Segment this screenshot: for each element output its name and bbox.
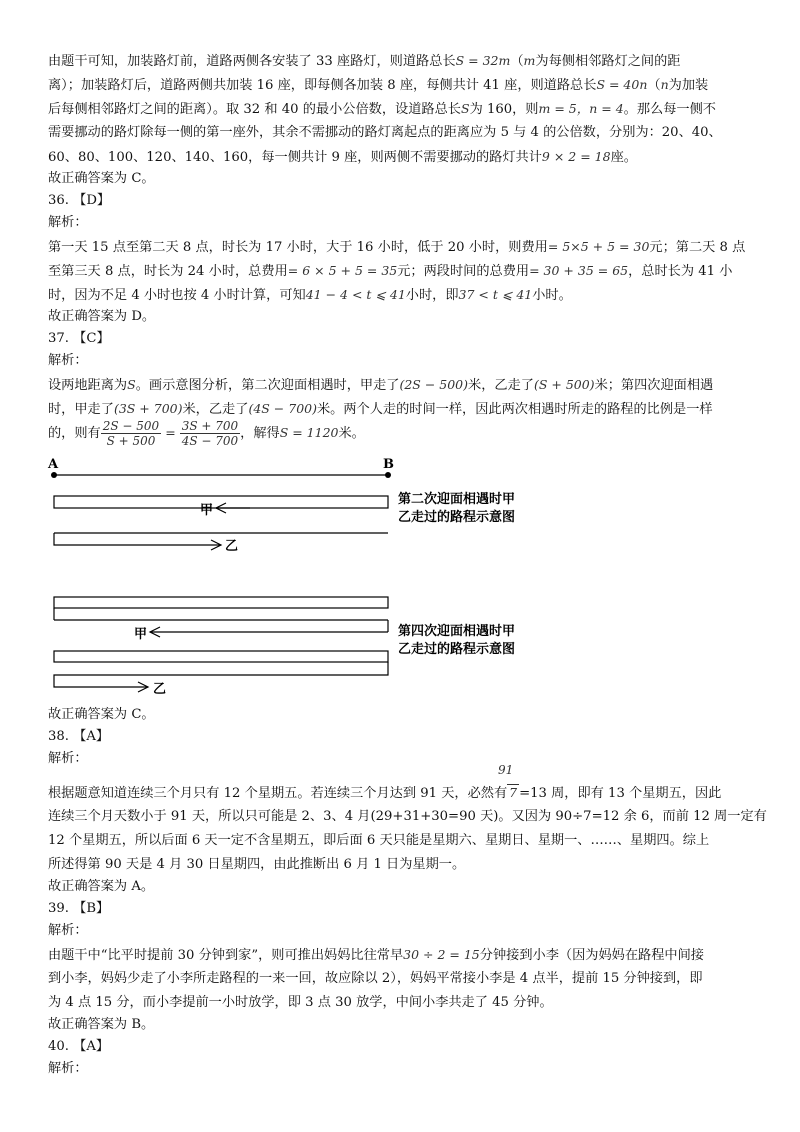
q37-analysis-label: 解析： [48, 353, 88, 368]
fraction-left: $\frac{2S - 500}{S + 500}$ [102, 419, 160, 448]
q40-analysis-label: 解析： [48, 1061, 88, 1076]
jia-path-loop-1 [54, 496, 388, 508]
q38-analysis-label: 解析： [48, 751, 88, 766]
q36-line-2: 至第三天 8 点，时长为 24 小时，总费用= 6 × 5 + 5 = 35元；两段时间的总费用= 30 + 35 = 65，总时长为 41 小 [48, 263, 733, 279]
caption-second-meeting: 第二次迎面相遇时甲 乙走过的路程示意图 [398, 492, 516, 525]
q36-analysis-label: 解析： [48, 215, 88, 230]
q38-line-2: 连续三个月天数小于 91 天，所以只可能是 2、3、4 月(29+31+30=90 天)。又因为 90÷7=12 余 6，而前 12 周一定有 [48, 809, 767, 824]
q35-line-4: 需要挪动的路灯除每一侧的第一座外，其余不需挪动的路灯离起点的距离应为 5 与 4 的公倍数，分别为：20、40、 [48, 125, 722, 140]
q37-line-1: 设两地距离为S。画示意图分析，第二次迎面相遇时，甲走了(2S − 500)米，乙走了(S + 500)米；第四次迎面相遇 [48, 377, 714, 393]
q37-line-3: 的，则有 $\frac{2S - 500}{S + 500}$ = $\frac{3S + 700}{4S - 700}$ ，解得S = 1120米。 [48, 419, 365, 448]
q38-answer: 故正确答案为 A。 [48, 879, 155, 894]
q38-line-3: 12 个星期五，所以后面 6 天一定不含星期五，即后面 6 天只能是星期六、星期日、星期一、……、星期四。综上 [48, 833, 710, 848]
q36-answer: 故正确答案为 D。 [48, 309, 156, 324]
q39-answer: 故正确答案为 B。 [48, 1017, 155, 1032]
jia-path-loop-2a [54, 597, 388, 608]
q36-line-3: 时，因为不足 4 小时也按 4 小时计算，可知41 − 4 < t ⩽ 41小时，即37 < t ⩽ 41小时。 [48, 287, 572, 303]
fraction-right: $\frac{3S + 700}{4S - 700}$ [181, 419, 239, 448]
yi-path-loop-2b [54, 662, 388, 687]
jia-label-2: 甲 [134, 627, 148, 642]
jia-label-1: 甲 [200, 503, 214, 518]
caption-fourth-meeting: 第四次迎面相遇时甲 乙走过的路程示意图 [398, 624, 516, 657]
q39-header: 39. 【B】 [48, 901, 110, 916]
q35-line-1: 由题干可知，加装路灯前，道路两侧各安装了 33 座路灯，则道路总长S = 32m（m为每侧相邻路灯之间的距 [48, 53, 681, 69]
q36-header: 36. 【D】 [48, 193, 111, 208]
q38-header: 38. 【A】 [48, 729, 110, 744]
q39-analysis-label: 解析： [48, 923, 88, 938]
q37-answer: 故正确答案为 C。 [48, 707, 155, 722]
point-a-label: A [48, 457, 59, 472]
q40-header: 40. 【A】 [48, 1039, 110, 1054]
yi-path-loop-2a [54, 651, 388, 662]
yi-path-1 [54, 533, 220, 545]
q39-line-1: 由题干中“比平时提前 30 分钟到家”，则可推出妈妈比往常早30 ÷ 2 = 15分钟接到小李（因为妈妈在路程中间接 [48, 947, 704, 963]
q35-line-2: 离）；加装路灯后，道路两侧共加装 16 座，即每侧各加装 8 座，每侧共计 41 座，则道路总长S = 40n（n为加装 [48, 77, 709, 93]
q35-line-5: 60、80、100、120、140、160，每一侧共计 9 座，则两侧不需要挪动的路灯共计9 × 2 = 18座。 [48, 149, 637, 165]
q35-answer: 故正确答案为 C。 [48, 171, 155, 186]
fraction-91-over-7: 91 [498, 763, 514, 777]
q38-line-4: 所述得第 90 天是 4 月 30 日星期四，由此推断出 6 月 1 日为星期一。 [48, 857, 466, 872]
yi-label-2: 乙 [153, 682, 167, 697]
route-diagram [0, 455, 800, 705]
q35-line-3: 后每侧相邻路灯之间的距离）。取 32 和 40 的最小公倍数，设道路总长S为 160，则m = 5，n = 4。那么每一侧不 [48, 101, 716, 117]
point-b-label: B [383, 457, 394, 472]
q36-line-1: 第一天 15 点至第二天 8 点，时长为 17 小时，大于 16 小时，低于 20 小时，则费用= 5×5 + 5 = 30元；第二天 8 点 [48, 239, 746, 255]
q39-line-2: 到小李，妈妈少走了小李所走路程的一来一回，故应除以 2），妈妈平常接小李是 4 点半，提前 15 分钟接到，即 [48, 971, 703, 986]
q37-header: 37. 【C】 [48, 331, 110, 346]
q39-line-3: 为 4 点 15 分，而小李提前一小时放学，即 3 点 30 放学，中间小李共走了 45 分钟。 [48, 995, 553, 1010]
yi-label-1: 乙 [225, 539, 239, 554]
q37-line-2: 时，甲走了(3S + 700)米，乙走了(4S − 700)米。两个人走的时间一样，因此两次相遇时所走的路程的比例是一样 [48, 401, 713, 417]
q38-line-1: 根据题意知道连续三个月只有 12 个星期五。若连续三个月达到 91 天，必然有 7 =13 周，即有 13 个星期五，因此 [48, 785, 722, 801]
